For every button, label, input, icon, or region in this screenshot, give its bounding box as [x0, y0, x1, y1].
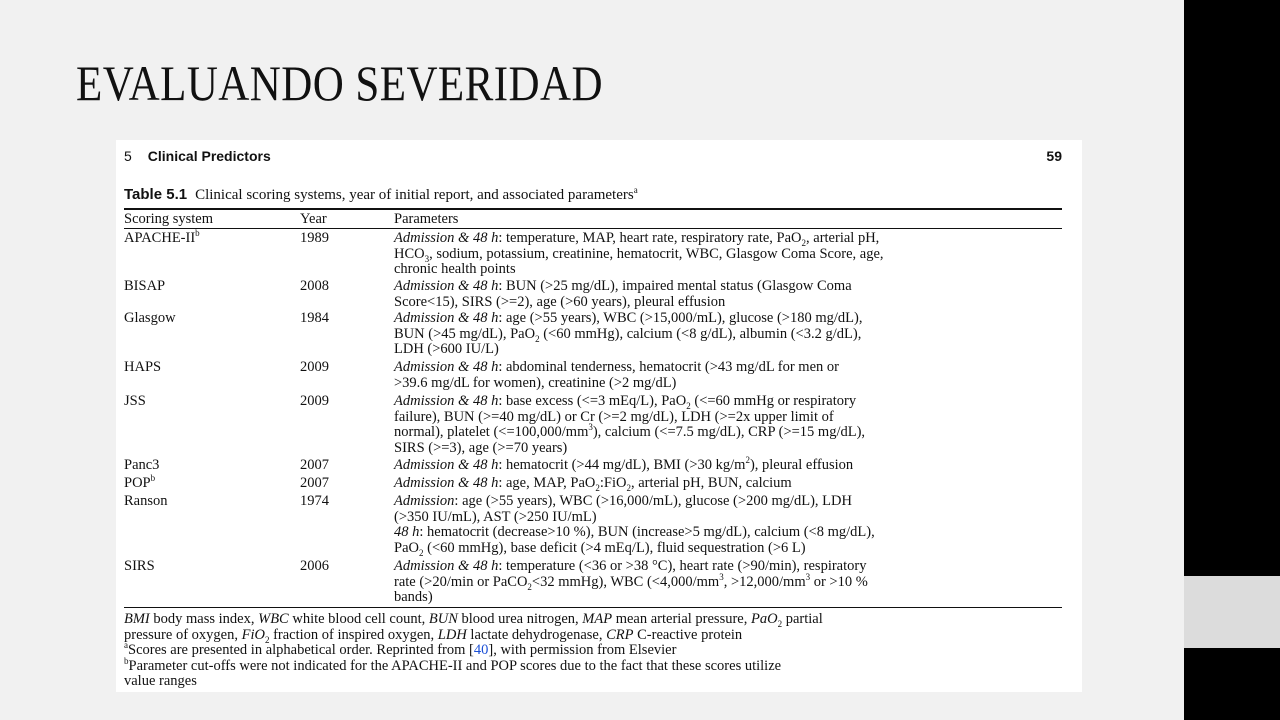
- text-run: 2: [686, 400, 691, 411]
- text-run: MAP: [582, 611, 613, 627]
- table-header-row: [124, 212, 1062, 228]
- table-row: [124, 494, 1062, 556]
- table-row: [124, 455, 1062, 474]
- text-run: HCO: [394, 245, 425, 262]
- text-run: rate (>20/min or PaCO: [394, 573, 528, 590]
- running-header-left: [124, 148, 271, 164]
- text-run: Admission & 48 h: [394, 457, 499, 473]
- page-number: 59: [1046, 148, 1062, 164]
- footnote-line: [124, 612, 1062, 628]
- text-run: (>350 IU/mL), AST (>250 IU/mL): [394, 508, 597, 525]
- text-run: ), pleural effusion: [749, 457, 854, 473]
- side-bar-top: [1184, 0, 1280, 576]
- text-run: fraction of inspired oxygen,: [269, 626, 438, 643]
- text-run: >39.6 mg/dL for women), creatinine (>2 mg/dL): [394, 374, 677, 391]
- text-run: Admission & 48 h: [394, 475, 499, 491]
- text-run: ), calcium (<=7.5 mg/dL), CRP (>=15 mg/dL),: [592, 424, 866, 440]
- cell-parameters: [394, 279, 1062, 310]
- cell-parameters: [394, 494, 1062, 556]
- text-run: 3: [588, 422, 593, 433]
- cell-scoring-system: [124, 559, 294, 575]
- text-run: 2: [777, 618, 783, 629]
- cell-year: 2006: [300, 558, 329, 574]
- cell-parameters: [394, 394, 1062, 456]
- parameter-line: [394, 376, 1062, 392]
- header-parameters: Parameters: [394, 211, 459, 227]
- text-run: mean arterial pressure,: [612, 611, 751, 627]
- text-run: ], with permission from Elsevier: [488, 642, 677, 658]
- text-run: BUN (>45 mg/dL), PaO: [394, 325, 536, 342]
- text-run: failure), BUN (>=40 mg/dL) or Cr (>=2 mg/dL), LDH (>=2x upper limit of: [394, 408, 834, 425]
- text-run: WBC: [258, 611, 289, 627]
- text-run: BMI: [124, 611, 150, 627]
- cell-year: 2009: [300, 393, 329, 409]
- footnote-line: [124, 655, 1062, 675]
- text-run: Parameter cut-offs were not indicated for the APACHE-II and POP scores due to the fact that these scores utilize: [128, 657, 782, 674]
- table-row: [124, 279, 1062, 310]
- text-run: b: [124, 655, 129, 666]
- text-run: 2: [418, 547, 424, 558]
- text-run: white blood cell count,: [288, 611, 429, 627]
- table-row: [124, 228, 1062, 278]
- table-row: [124, 360, 1062, 391]
- text-run: (<=60 mmHg or respiratory: [690, 393, 857, 409]
- text-run: 48 h: [394, 524, 420, 540]
- footnote-line: [124, 640, 1062, 659]
- cell-parameters: [394, 476, 1062, 492]
- parameter-line: [394, 410, 1062, 426]
- cell-year: 2007: [300, 475, 329, 491]
- cell-parameters: [394, 311, 1062, 358]
- text-run: or >10 %: [810, 573, 868, 590]
- cell-parameters: [394, 360, 1062, 391]
- text-run: C-reactive protein: [633, 626, 743, 643]
- side-bar-middle: [1184, 576, 1280, 648]
- text-run: <32 mmHg), WBC (<4,000/mm: [531, 573, 720, 590]
- parameter-line: [394, 311, 1062, 327]
- text-run: CRP: [606, 626, 634, 643]
- table-caption-text: Clinical scoring systems, year of initial report, and associated parameters: [195, 187, 634, 203]
- text-run: pressure of oxygen,: [124, 626, 242, 643]
- table-row: [124, 559, 1062, 606]
- text-run: FiO: [241, 626, 265, 643]
- text-run: body mass index,: [149, 611, 259, 627]
- running-header: [124, 148, 1062, 166]
- table-row: [124, 311, 1062, 358]
- cell-scoring-system: [124, 279, 294, 295]
- scoring-system-name: JSS: [124, 393, 146, 409]
- cell-parameters: [394, 455, 1062, 474]
- parameter-line: [394, 455, 1062, 474]
- cell-scoring-system: [124, 360, 294, 376]
- table-caption-label: Table 5.1: [124, 186, 188, 203]
- parameter-line: [394, 422, 1062, 441]
- footnote-mark: b: [195, 228, 200, 239]
- table-bottom-rule: [124, 607, 1062, 608]
- cell-year: 2008: [300, 278, 329, 294]
- text-run: Admission & 48 h: [394, 359, 499, 375]
- text-run: : BUN (>25 mg/dL), impaired mental status (Glasgow Coma: [498, 278, 852, 294]
- text-run: : age (>55 years), WBC (>15,000/mL), glucose (>180 mg/dL),: [498, 310, 863, 326]
- cell-scoring-system: [124, 394, 294, 410]
- text-run: 3: [719, 571, 724, 582]
- table-caption: [124, 186, 1062, 204]
- text-run: : hematocrit (>44 mg/dL), BMI (>30 kg/m: [498, 457, 746, 473]
- cell-year: 1984: [300, 310, 329, 326]
- header-year: Year: [300, 211, 327, 227]
- footnote-line: [124, 674, 1062, 690]
- text-run: normal), platelet (<=100,000/mm: [394, 424, 589, 440]
- table-caption-mark: a: [633, 185, 638, 195]
- parameter-line: [394, 342, 1062, 358]
- text-run: Admission & 48 h: [394, 558, 499, 574]
- text-run: : hematocrit (decrease>10 %), BUN (increase>5 mg/dL), calcium (<8 mg/dL),: [419, 524, 875, 540]
- text-run: 2: [745, 455, 750, 466]
- text-run: blood urea nitrogen,: [457, 611, 583, 627]
- parameter-line: [394, 231, 1062, 247]
- parameter-line: [394, 494, 1062, 510]
- text-run: lactate dehydrogenase,: [466, 626, 607, 643]
- footnote-line: [124, 628, 1062, 644]
- text-run: 2: [527, 581, 532, 592]
- parameter-line: [394, 327, 1062, 343]
- text-run: SIRS (>=3), age (>=70 years): [394, 439, 568, 456]
- book-page-image: [116, 140, 1082, 692]
- cell-scoring-system: [124, 494, 294, 510]
- text-run: : temperature, MAP, heart rate, respiratory rate, PaO: [498, 230, 802, 246]
- scoring-system-name: BISAP: [124, 278, 166, 294]
- scoring-system-name: Panc3: [124, 457, 160, 473]
- text-run: bands): [394, 589, 433, 605]
- cell-scoring-system: [124, 228, 294, 247]
- chapter-title: Clinical Predictors: [147, 148, 271, 164]
- cell-scoring-system: [124, 473, 294, 492]
- cell-parameters: [394, 559, 1062, 606]
- cell-year: 1989: [300, 230, 329, 246]
- parameter-line: [394, 441, 1062, 457]
- table-header-rule: [124, 228, 1062, 229]
- text-run: 3: [805, 571, 811, 582]
- text-run: (<60 mmHg), base deficit (>4 mEq/L), fluid sequestration (>6 L): [423, 539, 806, 556]
- scoring-system-name: APACHE-II: [124, 230, 196, 246]
- cell-year: 2007: [300, 457, 329, 473]
- text-run: BUN: [428, 611, 458, 627]
- parameter-line: [394, 279, 1062, 295]
- table-top-rule: [124, 208, 1062, 210]
- text-run: : age (>55 years), WBC (>16,000/mL), glucose (>200 mg/dL), LDH: [454, 493, 852, 509]
- slide-title: EVALUANDO SEVERIDAD: [76, 55, 603, 111]
- table-footnotes: [124, 612, 1062, 690]
- cell-year: 1974: [300, 493, 329, 509]
- text-run: Scores are presented in alphabetical order. Reprinted from [: [128, 642, 474, 658]
- table-row: [124, 394, 1062, 456]
- text-run: , sodium, potassium, creatinine, hematocrit, WBC, Glasgow Coma Score, age,: [429, 245, 884, 262]
- text-run: : abdominal tenderness, hematocrit (>43 mg/dL for men or: [498, 359, 839, 375]
- scoring-system-name: Glasgow: [124, 310, 176, 326]
- text-run: Admission & 48 h: [394, 310, 499, 326]
- text-run: Admission & 48 h: [394, 278, 499, 294]
- text-run: 2: [595, 482, 600, 493]
- scoring-system-name: SIRS: [124, 558, 155, 574]
- parameter-line: [394, 262, 1062, 278]
- text-run: : base excess (<=3 mEq/L), PaO: [498, 393, 687, 409]
- scoring-system-name: Ranson: [124, 493, 168, 509]
- text-run: partial: [782, 611, 823, 627]
- parameter-line: [394, 571, 1062, 592]
- cell-year: 2009: [300, 359, 329, 375]
- text-run: LDH (>600 IU/L): [394, 341, 499, 357]
- parameter-line: [394, 525, 1062, 541]
- text-run: Score<15), SIRS (>=2), age (>60 years), pleural effusion: [394, 293, 726, 310]
- table-row: [124, 473, 1062, 493]
- reference-link[interactable]: 40: [473, 642, 489, 658]
- text-run: Admission & 48 h: [394, 230, 499, 246]
- text-run: : age, MAP, PaO: [498, 475, 596, 491]
- cell-scoring-system: [124, 458, 294, 474]
- text-run: , arterial pH, BUN, calcium: [631, 475, 792, 491]
- scoring-system-name: HAPS: [124, 359, 162, 375]
- header-scoring-system: Scoring system: [124, 211, 214, 227]
- text-run: 2: [801, 237, 807, 248]
- cell-parameters: [394, 231, 1062, 278]
- parameter-line: [394, 541, 1062, 557]
- text-run: PaO: [750, 611, 778, 627]
- chapter-number: 5: [124, 148, 132, 164]
- text-run: 2: [535, 333, 540, 344]
- parameter-line: [394, 360, 1062, 376]
- text-run: chronic health points: [394, 261, 516, 277]
- text-run: :FiO: [599, 475, 627, 491]
- cell-scoring-system: [124, 311, 294, 327]
- parameter-line: [394, 476, 1062, 492]
- text-run: Admission: [394, 493, 455, 509]
- side-bar-bottom: [1184, 648, 1280, 720]
- text-run: LDH: [437, 626, 467, 643]
- parameter-line: [394, 559, 1062, 575]
- text-run: PaO: [394, 539, 419, 556]
- text-run: value ranges: [124, 673, 197, 689]
- parameter-line: [394, 590, 1062, 606]
- text-run: Admission & 48 h: [394, 393, 499, 409]
- text-run: , arterial pH,: [806, 230, 880, 246]
- parameter-line: [394, 295, 1062, 311]
- text-run: , >12,000/mm: [723, 573, 806, 590]
- parameter-line: [394, 394, 1062, 410]
- footnote-mark: b: [150, 473, 156, 484]
- parameter-line: [394, 247, 1062, 263]
- text-run: : temperature (<36 or >38 °C), heart rate (>90/min), respiratory: [498, 558, 867, 574]
- text-run: a: [124, 640, 128, 651]
- text-run: 2: [626, 482, 631, 493]
- scoring-system-name: POP: [124, 475, 151, 491]
- text-run: (<60 mmHg), calcium (<8 g/dL), albumin (<3.2 g/dL),: [539, 325, 862, 342]
- text-run: 3: [424, 253, 430, 264]
- text-run: 2: [264, 634, 270, 645]
- parameter-line: [394, 510, 1062, 526]
